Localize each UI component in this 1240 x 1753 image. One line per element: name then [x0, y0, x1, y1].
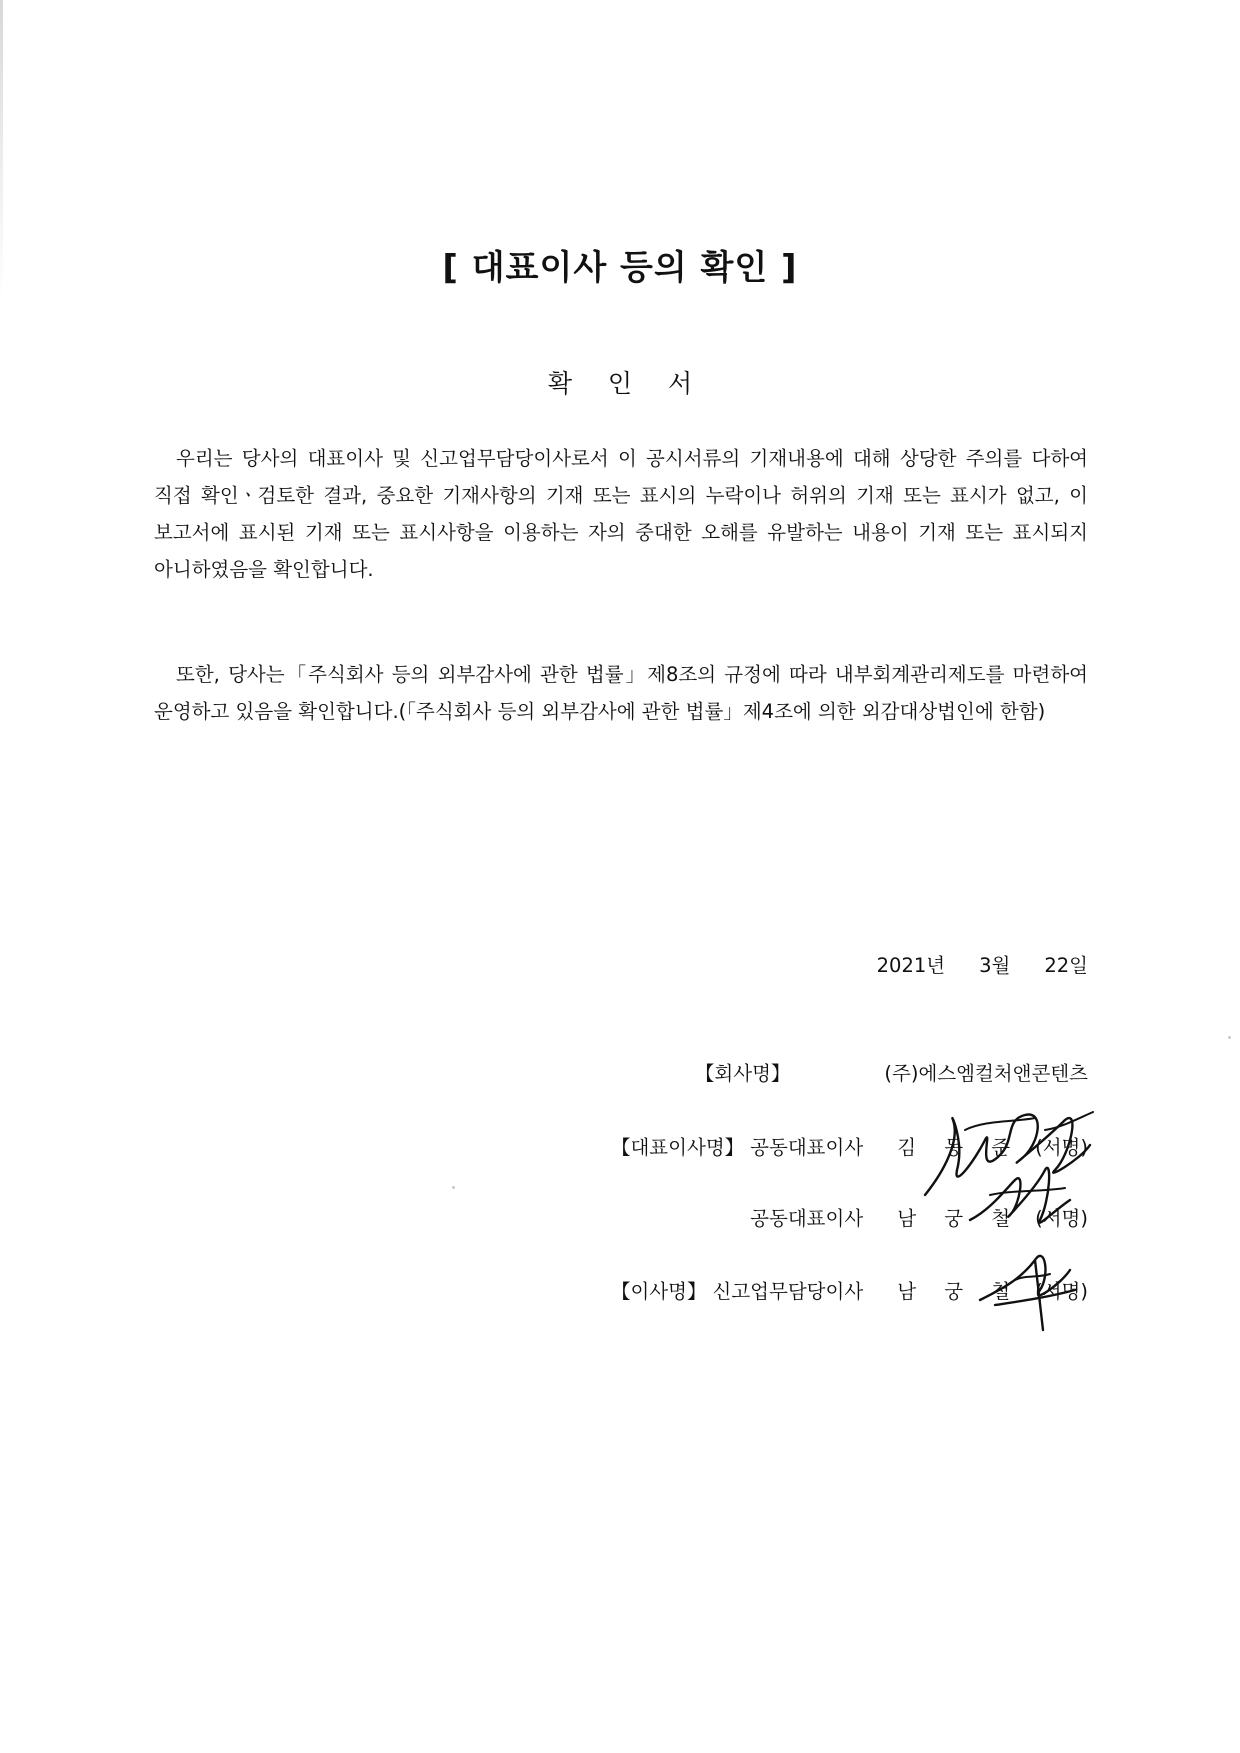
date-day: 22일: [1044, 954, 1088, 977]
scan-speck: [1228, 1036, 1231, 1039]
company-name: (주)에스엠컬처앤콘텐츠: [884, 1062, 1088, 1085]
director-role: 신고업무담당이사: [712, 1280, 864, 1303]
company-row: [695, 1058, 1088, 1086]
director-sign-mark: (서명): [1035, 1280, 1088, 1303]
ceo-label: 【대표이사명】: [610, 1136, 745, 1159]
director-row: [611, 1276, 1088, 1304]
ceo-2-row: [750, 1203, 1088, 1231]
ceo-2-role: 공동대표이사: [750, 1207, 864, 1230]
ceo-1-row: [611, 1132, 1088, 1160]
document-subtitle: 확 인 서: [547, 369, 707, 398]
internal-control-paragraph-text: 또한, 당사는「주식회사 등의 외부감사에 관한 법률」제8조의 규정에 따라 내부회계관리제도를 마련하여 운영하고 있음을 확인합니다.(「주식회사 등의 외부감사에 관한 법률」제4조에 의한 외감대상법인에 한함): [154, 663, 1088, 723]
internal-control-paragraph: [154, 656, 1088, 730]
date-month: 3월: [979, 954, 1011, 977]
confirmation-paragraph-text: 우리는 당사의 대표이사 및 신고업무담당이사로서 이 공시서류의 기재내용에 대해 상당한 주의를 다하여 직접 확인ㆍ검토한 결과, 중요한 기재사항의 기재 또는 표시의 누락이나 허위의 기재 또는 표시가 없고, 이 보고서에 표시된 기재 또는 표시사항을 이용하는 자의 중대한 오해를 유발하는 내용이 기재 또는 표시되지 아니하였음을 확인합니다.: [154, 447, 1088, 581]
ceo-1-sign-mark: (서명): [1035, 1136, 1088, 1159]
scan-speck: [452, 1186, 455, 1189]
director-label: 【이사명】: [610, 1280, 707, 1303]
ceo-2-name: 남 궁 철: [897, 1207, 1022, 1230]
ceo-1-role: 공동대표이사: [750, 1136, 864, 1159]
ceo-2-sign-mark: (서명): [1035, 1207, 1088, 1230]
document-date: [877, 950, 1088, 978]
director-name: 남 궁 철: [897, 1280, 1022, 1303]
confirmation-paragraph: [154, 440, 1088, 588]
ceo-1-name: 김 동 준: [897, 1136, 1022, 1159]
page-title: [ 대표이사 등의 확인 ]: [442, 248, 798, 288]
company-label: 【회사명】: [694, 1062, 791, 1085]
date-year: 2021년: [876, 954, 946, 977]
